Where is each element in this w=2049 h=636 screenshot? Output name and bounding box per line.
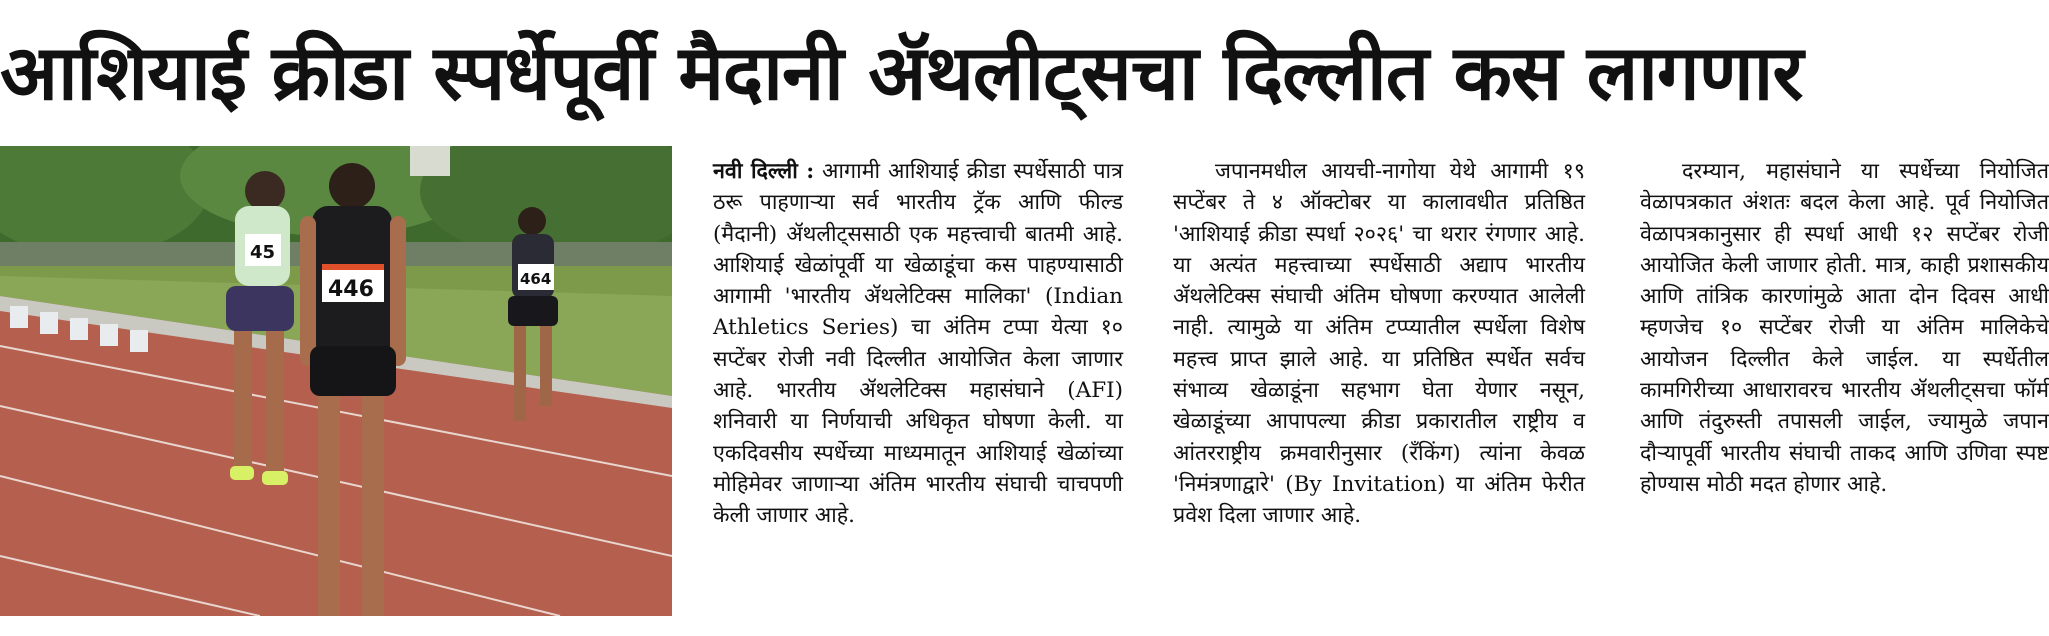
article-column-3: [1640, 156, 2049, 626]
headline: आशियाई क्रीडा स्पर्धेपूर्वी मैदानी ॲथलीट्सचा दिल्लीत कस लागणार: [0, 28, 1803, 117]
bib-center: 446: [328, 277, 374, 302]
dateline: नवी दिल्ली :: [713, 159, 815, 184]
athletes-photo: [0, 146, 672, 616]
article-column-1: [713, 156, 1123, 626]
column-1-text: आगामी आशियाई क्रीडा स्पर्धेसाठी पात्र ठरू पाहणाऱ्या सर्व भारतीय ट्रॅक आणि फील्ड (मैदानी) ॲथलीट्ससाठी एक महत्त्वाची बातमी आहे. आशियाई खेळांपूर्वी या खेळाडूंचा कस पाहण्यासाठी आगामी 'भारतीय ॲथलेटिक्स मालिका' (Indian Athletics Series) चा अंतिम टप्पा येत्या १० सप्टेंबर रोजी नवी दिल्लीत आयोजित केला जाणार आहे. भारतीय ॲथलेटिक्स महासंघाने (AFI) शनिवारी या निर्णयाची अधिकृत घोषणा केली. या एकदिवसीय स्पर्धेच्या माध्यमातून आशियाई खेळांच्या मोहिमेवर जाणाऱ्या अंतिम भारतीय संघाची चाचपणी केली जाणार आहे.: [713, 159, 1123, 529]
article-column-2: [1173, 156, 1585, 626]
column-2-text: जपानमधील आयची-नागोया येथे आगामी १९ सप्टेंबर ते ४ ऑक्टोबर या कालावधीत प्रतिष्ठित 'आशियाई क्रीडा स्पर्धा २०२६' चा थरार रंगणार आहे. या अत्यंत महत्त्वाच्या स्पर्धेसाठी अद्याप भारतीय ॲथलेटिक्स संघाची अंतिम घोषणा करण्यात आलेली नाही. त्यामुळे या अंतिम टप्प्यातील स्पर्धेला विशेष महत्त्व प्राप्त झाले आहे. या प्रतिष्ठित स्पर्धेत सर्वच संभाव्य खेळाडूंना सहभाग घेता येणार नसून, खेळाडूंच्या आपापल्या क्रीडा प्रकारातील राष्ट्रीय व आंतरराष्ट्रीय क्रमवारीनुसार (रँकिंग) त्यांना केवळ 'निमंत्रणाद्वारे' (By Invitation) या अंतिम फेरीत प्रवेश दिला जाणार आहे.: [1173, 159, 1585, 529]
bib-left: 45: [250, 242, 276, 263]
bib-right: 464: [520, 270, 552, 288]
column-3-text: दरम्यान, महासंघाने या स्पर्धेच्या नियोजित वेळापत्रकात अंशतः बदल केला आहे. पूर्व नियोजित वेळापत्रकानुसार ही स्पर्धा आधी १२ सप्टेंबर रोजी आयोजित केली जाणार होती. मात्र, काही प्रशासकीय आणि तांत्रिक कारणांमुळे आता दोन दिवस आधी म्हणजेच १० सप्टेंबर रोजी या अंतिम मालिकेचे आयोजन दिल्लीत केले जाईल. या स्पर्धेतील कामगिरीच्या आधारावरच भारतीय ॲथलीट्सचा फॉर्म आणि तंदुरुस्ती तपासली जाईल, ज्यामुळे जपान दौऱ्यापूर्वी भारतीय संघाची ताकद आणि उणिवा स्पष्ट होण्यास मोठी मदत होणार आहे.: [1640, 159, 2049, 497]
athletes-photo-illustration: [0, 146, 672, 616]
